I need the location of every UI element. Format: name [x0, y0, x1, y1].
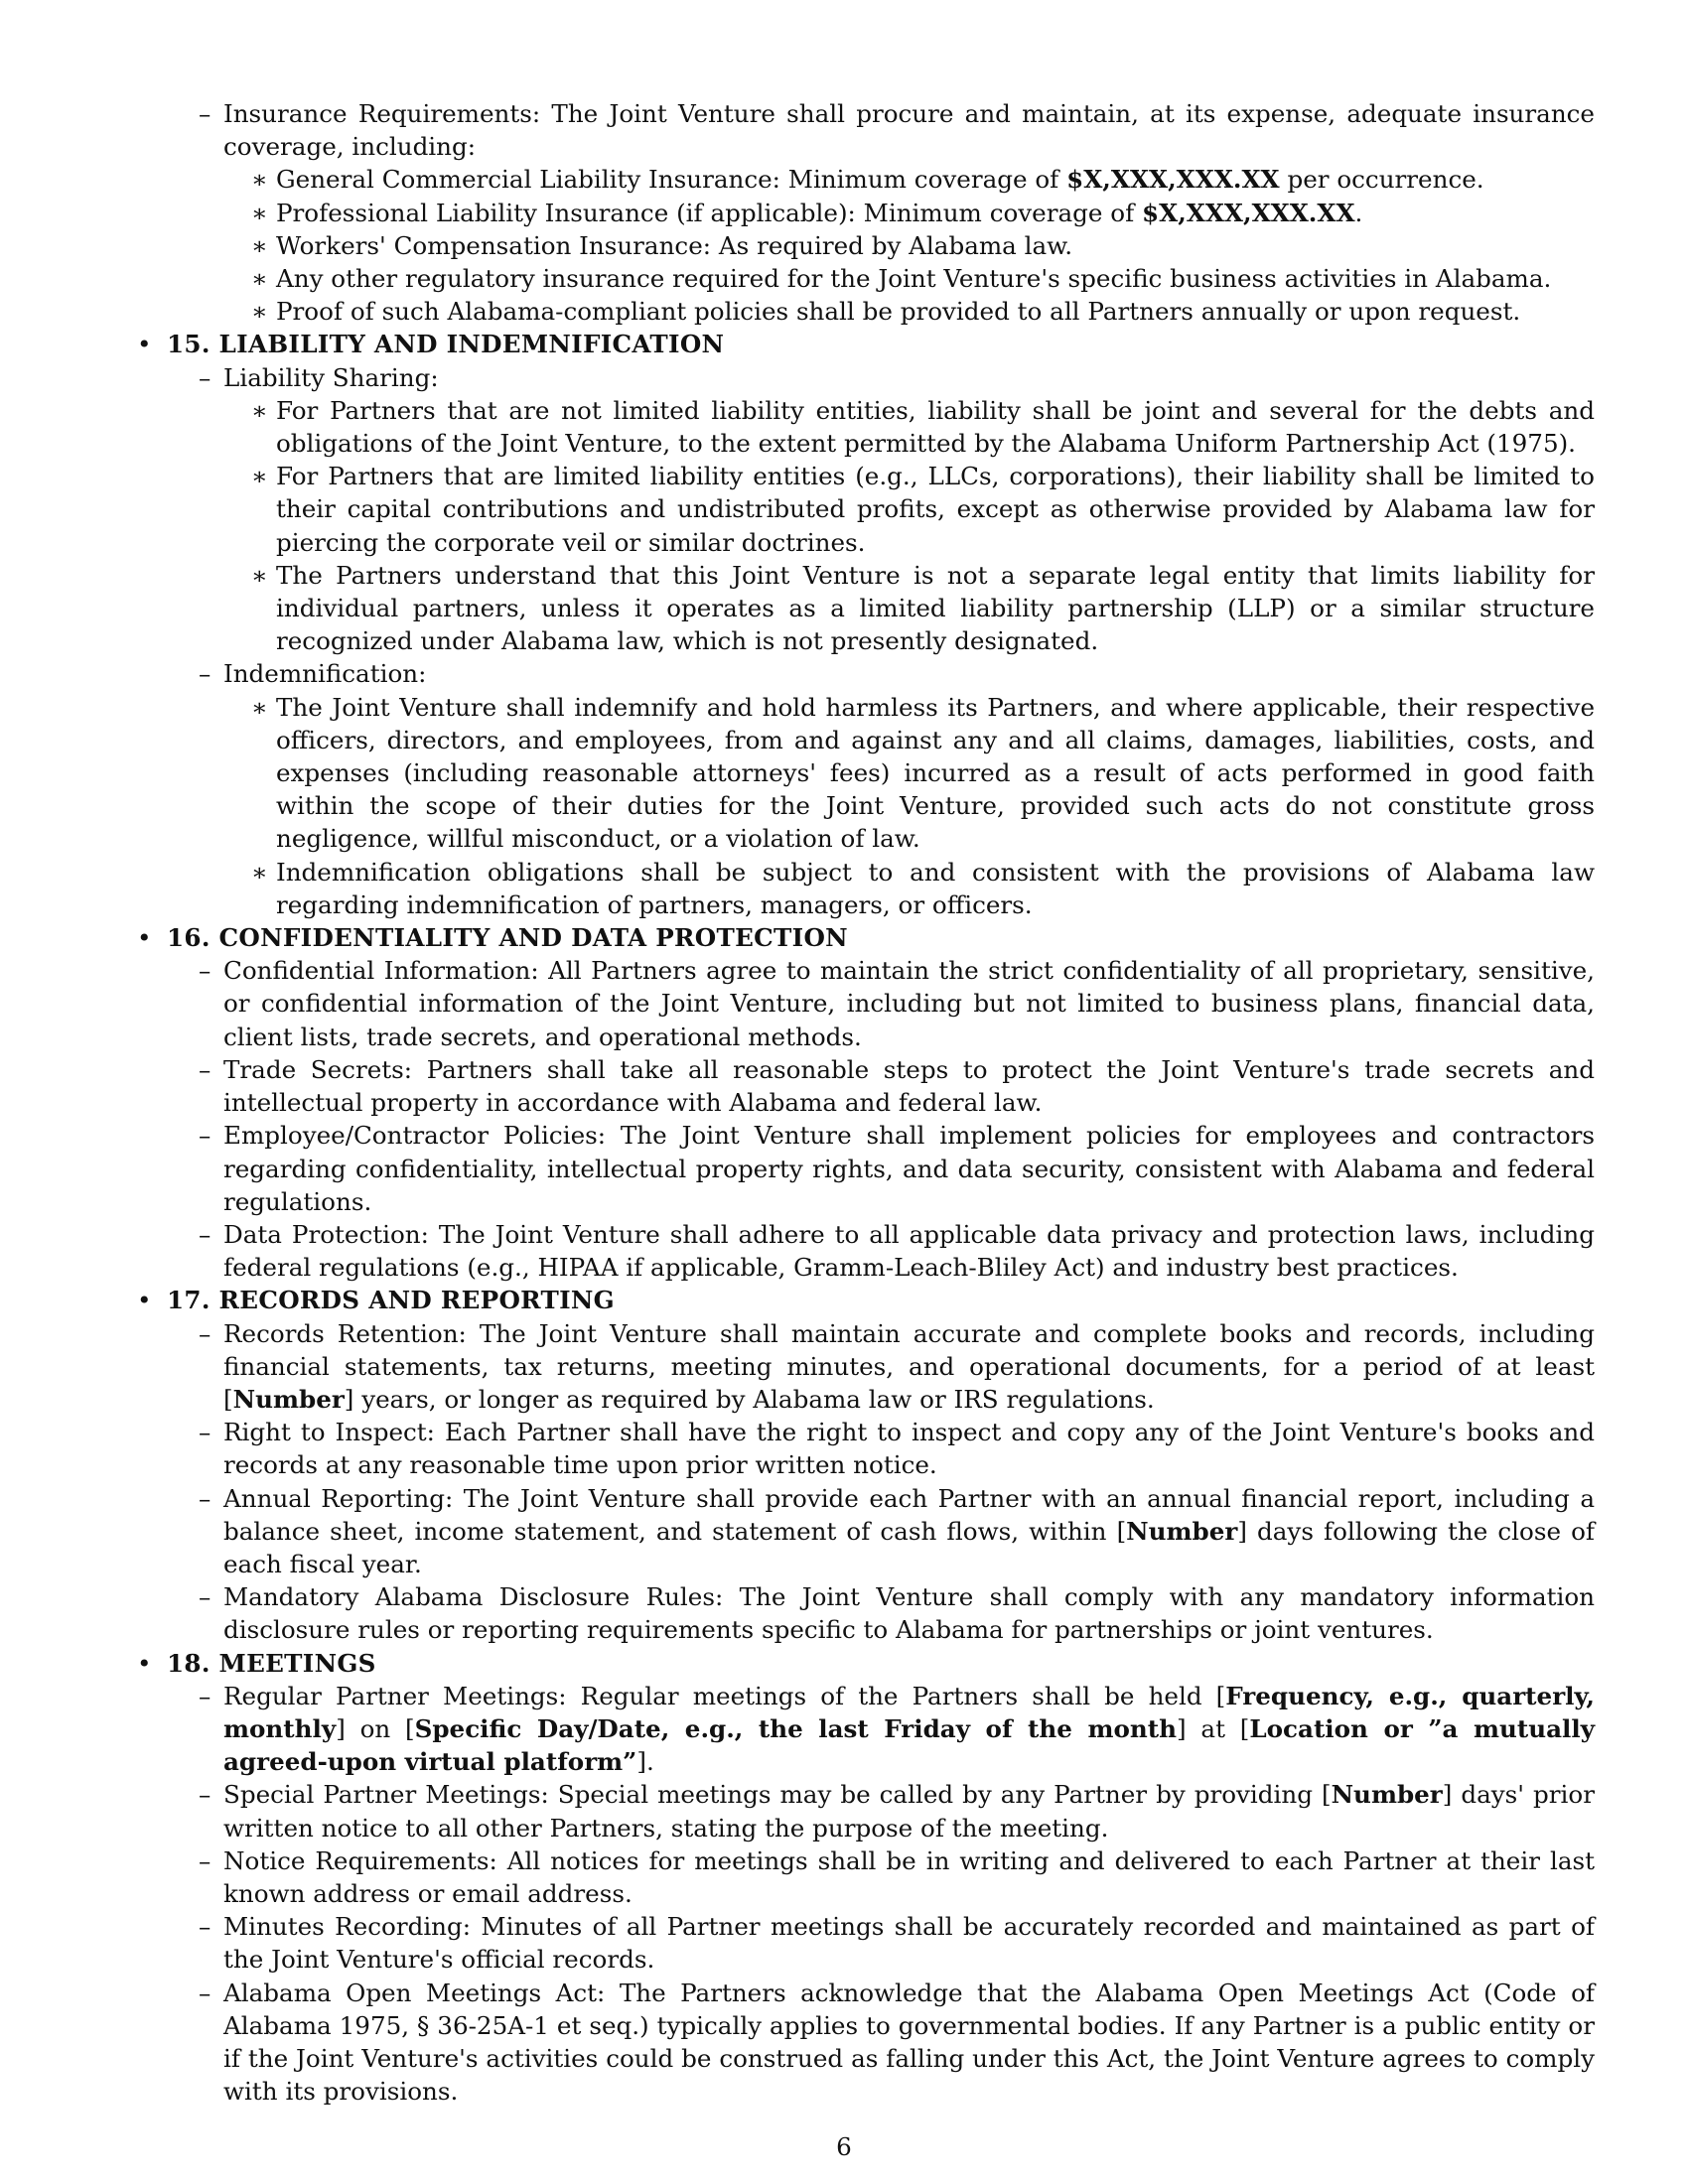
- list-item: ∗ The Partners understand that this Joint Venture is not a separate legal entity that limits liability for individual partners, unless it operates as a limited liability partnership (LLP) or a similar structure recognized under Alabama law, which is not presently designated.: [223, 559, 1595, 658]
- list-item: ∗ For Partners that are not limited liability entities, liability shall be joint and several for the debts and obligations of the Joint Venture, to the extent permitted by the Alabama Uniform Partnership Act (1975).: [223, 394, 1595, 460]
- general-liability-amount: $X,XXX,XXX.XX: [1066, 165, 1280, 195]
- section-17: [131, 1284, 1595, 1646]
- placeholder-location: Location or ”a mutually agreed-upon virtual platform”: [223, 1713, 1596, 1777]
- insurance-professional-liability: ∗ Professional Liability Insurance (if applicable): Minimum coverage of $X,XXX,XXX.XX.: [223, 197, 1595, 229]
- section-18: [131, 1647, 1595, 2109]
- list-item: – Employee/Contractor Policies: The Joint Venture shall implement policies for employees and contractors regarding confidentiality, intellectual property rights, and data security, consistent with Alabama and federal regulations.: [167, 1119, 1595, 1218]
- section-18-heading: 18. MEETINGS: [167, 1648, 376, 1678]
- regular-meetings: – Regular Partner Meetings: Regular meetings of the Partners shall be held [Frequency, e.g., quarterly, monthly] on [Specific Day/Date, e.g., the last Friday of the month] at [Location or ”a mutually agreed-upon virtual platform”].: [167, 1680, 1595, 1779]
- insurance-proof: ∗ Proof of such Alabama-compliant policies shall be provided to all Partners annually or upon request.: [223, 295, 1595, 328]
- right-to-inspect: – Right to Inspect: Each Partner shall have the right to inspect and copy any of the Joint Venture's books and records at any reasonable time upon prior written notice.: [167, 1416, 1595, 1481]
- insurance-workers-comp: ∗ Workers' Compensation Insurance: As required by Alabama law.: [223, 229, 1595, 262]
- list-item: – Data Protection: The Joint Venture shall adhere to all applicable data privacy and protection laws, including federal regulations (e.g., HIPAA if applicable, Gramm-Leach-Bliley Act) and industry best practices.: [167, 1218, 1595, 1284]
- open-meetings-act: – Alabama Open Meetings Act: The Partners acknowledge that the Alabama Open Meetings Act (Code of Alabama 1975, § 36-25A-1 et seq.) typically applies to governmental bodies. If any Partner is a public entity or if the Joint Venture's activities could be construed as falling under this Act, the Joint Venture agrees to comply with its provisions.: [167, 1977, 1595, 2109]
- insurance-intro: Insurance Requirements: The Joint Venture shall procure and maintain, at its expense, adequate insurance coverage, including:: [223, 99, 1595, 162]
- liability-sharing: – Liability Sharing: ∗ For Partners that are not limited liability entities, liability shall be joint and several for the debts and obligations of the Joint Venture, to the extent permitted by the Alabama Uniform Partnership Act (1975). ∗ For Partners that are limited liability entities (e.g., LLCs, corporations), their liability shall be limited to their capital contributions and undistributed profits, except as otherwise provided by Alabama law for piercing the corporate veil or similar doctrines. ∗ The Partners understand that this Joint Venture is not a separate legal entity that limits liability for individual partners, unless it operates as a limited liability partnership (LLP) or a similar structure recognized under Alabama law, which is not presently designated.: [167, 361, 1595, 658]
- indemnification: – Indemnification: ∗ The Joint Venture shall indemnify and hold harmless its Partners, and where applicable, their respective officers, directors, and employees, from and against any and all claims, damages, liabilities, costs, and expenses (including reasonable attorneys' fees) incurred as a result of acts performed in good faith within the scope of their duties for the Joint Venture, provided such acts do not constitute gross negligence, willful misconduct, or a violation of law. ∗ Indemnification obligations shall be subject to and consistent with the provisions of Alabama law regarding indemnification of partners, managers, or officers.: [167, 657, 1595, 921]
- section-list: [131, 97, 1595, 2108]
- placeholder-number: Number: [232, 1384, 345, 1414]
- section-16-heading: 16. CONFIDENTIALITY AND DATA PROTECTION: [167, 923, 848, 953]
- placeholder-number: Number: [1331, 1780, 1443, 1810]
- document-body: [131, 97, 1595, 2108]
- section-14-continued: [131, 97, 1595, 328]
- notice-requirements: – Notice Requirements: All notices for meetings shall be in writing and delivered to each Partner at their last known address or email address.: [167, 1844, 1595, 1910]
- insurance-general-liability: ∗ General Commercial Liability Insurance: Minimum coverage of $X,XXX,XXX.XX per occurrence.: [223, 163, 1595, 196]
- list-item: ∗ Indemnification obligations shall be subject to and consistent with the provisions of Alabama law regarding indemnification of partners, managers, or officers.: [223, 856, 1595, 921]
- section-16: [131, 921, 1595, 1284]
- professional-liability-amount: $X,XXX,XXX.XX: [1142, 198, 1355, 227]
- minutes-recording: – Minutes Recording: Minutes of all Partner meetings shall be accurately recorded and maintained as part of the Joint Venture's official records.: [167, 1910, 1595, 1976]
- records-retention: – Records Retention: The Joint Venture shall maintain accurate and complete books and records, including financial statements, tax returns, meeting minutes, and operational documents, for a period of at least [Number] years, or longer as required by Alabama law or IRS regulations.: [167, 1317, 1595, 1417]
- placeholder-frequency: Frequency, e.g., quarterly, monthly: [223, 1681, 1595, 1743]
- insurance-requirements: [167, 97, 1595, 328]
- section-17-heading: 17. RECORDS AND REPORTING: [167, 1286, 615, 1315]
- list-item: – Confidential Information: All Partners agree to maintain the strict confidentiality of all proprietary, sensitive, or confidential information of the Joint Venture, including but not limited to business plans, financial data, client lists, trade secrets, and operational methods.: [167, 954, 1595, 1053]
- special-meetings: – Special Partner Meetings: Special meetings may be called by any Partner by providing [Number] days' prior written notice to all other Partners, stating the purpose of the meeting.: [167, 1778, 1595, 1843]
- list-item: – Trade Secrets: Partners shall take all reasonable steps to protect the Joint Venture's trade secrets and intellectual property in accordance with Alabama and federal law.: [167, 1053, 1595, 1119]
- list-item: ∗ The Joint Venture shall indemnify and hold harmless its Partners, and where applicable, their respective officers, directors, and employees, from and against any and all claims, damages, liabilities, costs, and expenses (including reasonable attorneys' fees) incurred as a result of acts performed in good faith within the scope of their duties for the Joint Venture, provided such acts do not constitute gross negligence, willful misconduct, or a violation of law.: [223, 691, 1595, 856]
- disclosure-rules: – Mandatory Alabama Disclosure Rules: The Joint Venture shall comply with any mandatory information disclosure rules or reporting requirements specific to Alabama for partnerships or joint ventures.: [167, 1580, 1595, 1646]
- placeholder-day: Specific Day/Date, e.g., the last Friday of the month: [414, 1713, 1178, 1743]
- list-item: ∗ For Partners that are limited liability entities (e.g., LLCs, corporations), their liability shall be limited to their capital contributions and undistributed profits, except as otherwise provided by Alabama law for piercing the corporate veil or similar doctrines.: [223, 460, 1595, 559]
- section-15-heading: 15. LIABILITY AND INDEMNIFICATION: [167, 330, 725, 359]
- insurance-other: ∗ Any other regulatory insurance required for the Joint Venture's specific business activities in Alabama.: [223, 262, 1595, 295]
- section-15: [131, 328, 1595, 921]
- placeholder-number: Number: [1126, 1516, 1238, 1546]
- page-number: 6: [836, 2132, 852, 2161]
- annual-reporting: – Annual Reporting: The Joint Venture shall provide each Partner with an annual financial report, including a balance sheet, income statement, and statement of cash flows, within [Number] days following the close of each fiscal year.: [167, 1482, 1595, 1581]
